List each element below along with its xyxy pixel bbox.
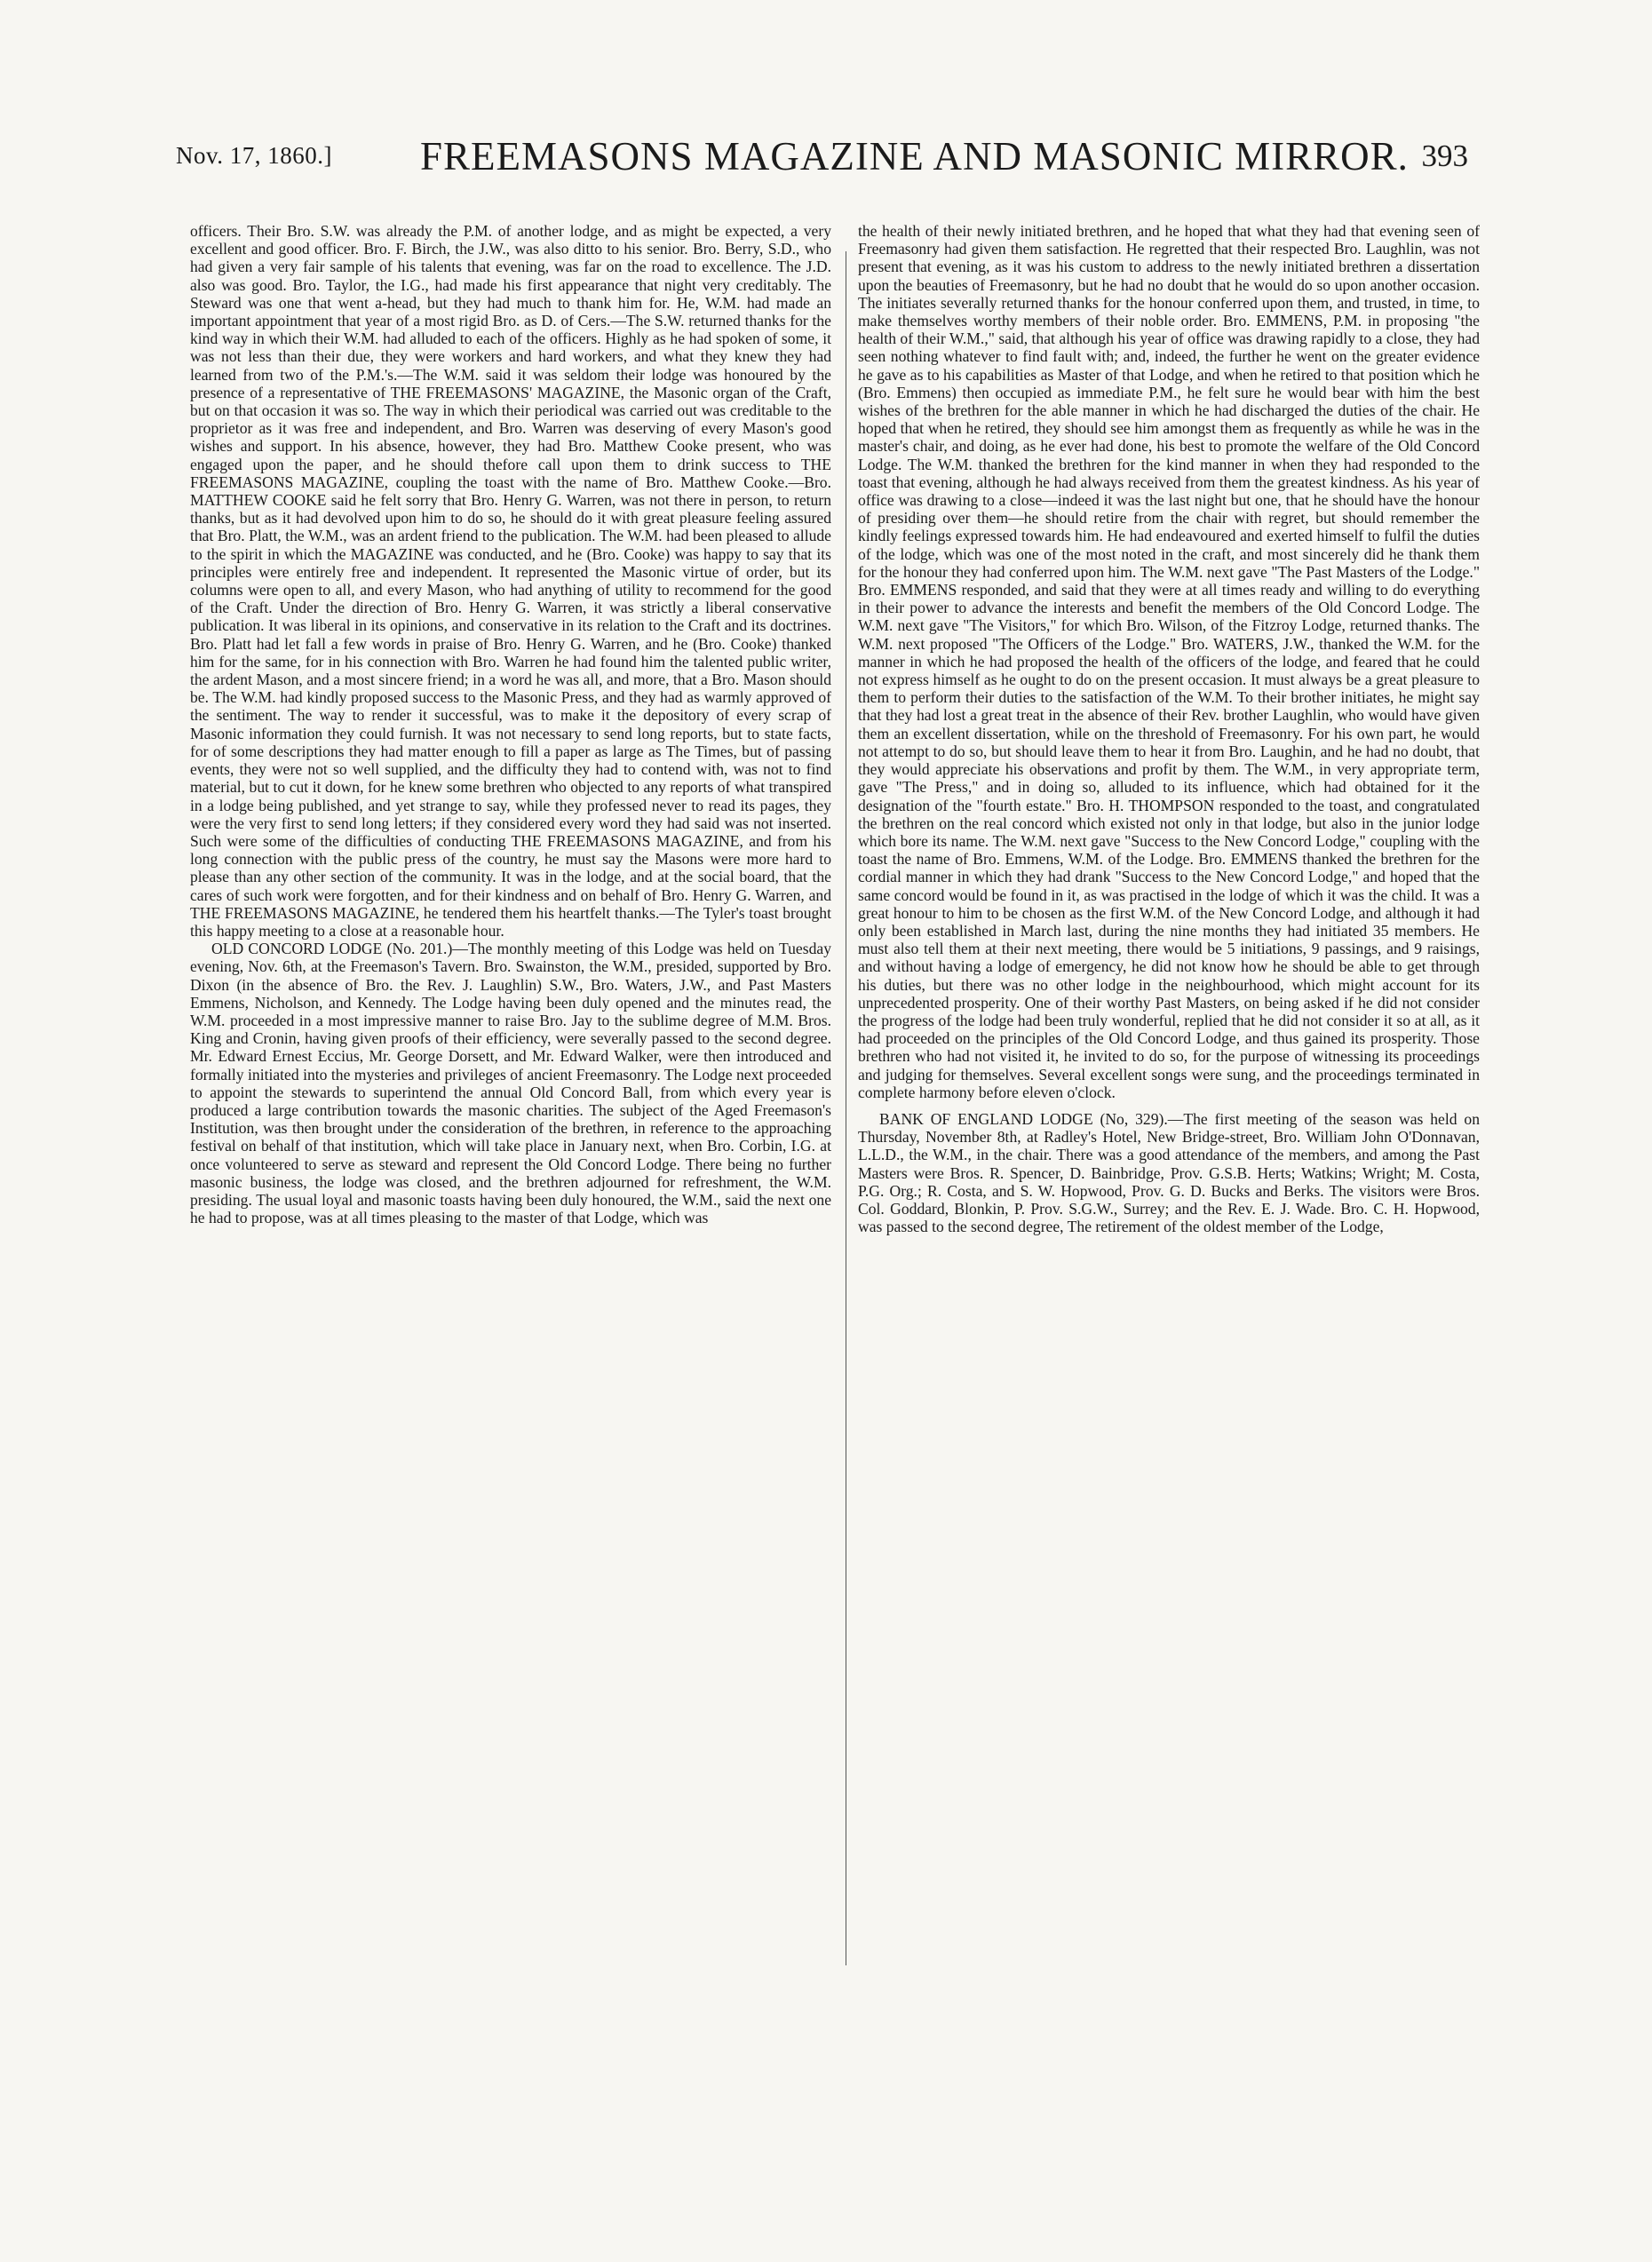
article-paragraph: the health of their newly initiated brethren, and he hoped that what they had that evening seen of Freemasonry had given them satisfaction. He regretted that their respected Bro. Laughlin, was not present that evening, as it was his custom to address to the newly initiated brethren a dissertation upon the beauties of Freemasonry, but he had no doubt that he would do so upon another occasion. The initiates severally returned thanks for the honour conferred upon them, and trusted, in time, to make themselves worthy members of their noble order. Bro. EMMENS, P.M. in proposing "the health of their W.M.," said, that although his year of office was drawing rapidly to a close, they had seen nothing whatever to find fault with; and, indeed, the further he went on the greater evidence he gave as to his capabilities as Master of that Lodge, and when he retired to that position which he (Bro. Emmens) then occupied as immediate P.M., he felt sure he would bear with him the best wishes of the brethren for the able manner in which he had discharged the duties of the chair. He hoped that when he retired, they should see him amongst them as frequently as while he was in the master's chair, and doing, as he ever had done, his best to promote the welfare of the Old Concord Lodge. The W.M. thanked the brethren for the kind manner in when they had responded to the toast that evening, although he had always received from them the greatest kindness. As his year of office was drawing to a close—indeed it was the last night but one, that he should have the honour of presiding over them—he should retire from the chair with regret, but should remember the kindly feelings expressed towards him. He had endeavoured and exerted himself to fulfil the duties of the lodge, which was one of the most noted in the craft, and most sincerely did he thank them for the honour they had conferred upon him. The W.M. next gave "The Past Masters of the Lodge." Bro. EMMENS responded, and said that they were at all times ready and willing to do everything in their power to advance the interests and benefit the members of the Old Concord Lodge. The W.M. next gave "The Visitors," for which Bro. Wilson, of the Fitzroy Lodge, returned thanks. The W.M. next proposed "The Officers of the Lodge." Bro. WATERS, J.W., thanked the W.M. for the manner in which he had proposed the health of the officers of the lodge, and feared that he could not express himself as he ought to do on the present occasion. It must always be a great pleasure to them to perform their duties to the satisfaction of the W.M. To their brother initiates, he might say that they had lost a great treat in the absence of their Rev. brother Laughlin, who would have given them an excellent dissertation, while on the threshold of Freemasonry. For his own part, he would not attempt to do so, but should leave them to hear it from Bro. Laughin, and he had no doubt, that they would appreciate his observations and profit by them. The W.M., in very appropriate term, gave "The Press," and in doing so, alluded to its influence, which had obtained for it the designation of the "fourth estate." Bro. H. THOMPSON responded to the toast, and congratulated the brethren on the real concord which existed not only in that lodge, but also in the junior lodge which bore its name. The W.M. next gave "Success to the New Concord Lodge," coupling with the toast the name of Bro. Emmens, W.M. of the Lodge. Bro. EMMENS thanked the brethren for the cordial manner in which they had drank "Success to the New Concord Lodge," and hoped that the same concord would be found in it, as was practised in the lodge of which it was the child. It was a great honour to him to be chosen as the first W.M. of the New Concord Lodge, and although it had only been established in March last, during the nine months they had initiated 35 members. He must also tell them at their next meeting, there would be 5 initiations, 9 passings, and 9 raisings, and without having a lodge of emergency, he did not know how he should be able to get through his duties, but there was no other lodge in the neighbourhood, which might account for its unprecedented prosperity. One of their worthy Past Masters, on being asked if he did not consider the progress of the lodge had been truly wonderful, replied that he did not consider it so at all, as it had proceeded on the principles of the Old Concord Lodge, and thus gained its prosperity. Those brethren who had not visited it, he invited to do so, for the purpose of witnessing its proceedings and judging for themselves. Several excellent songs were sung, and the proceedings terminated in complete harmony before eleven o'clock. — [858, 222, 1480, 1101]
issue-date: Nov. 17, 1860.] — [176, 142, 332, 169]
page-header — [176, 133, 1468, 195]
article-paragraph-old-concord-lodge: OLD CONCORD LODGE (No. 201.)—The monthly meeting of this Lodge was held on Tuesday evening, Nov. 6th, at the Freemason's Tavern. Bro. Swainston, the W.M., presided, supported by Bro. Dixon (in the absence of Bro. the Rev. J. Laughlin) S.W., Bro. Waters, J.W., and Past Masters Emmens, Nicholson, and Kennedy. The Lodge having been duly opened and the minutes read, the W.M. proceeded in a most impressive manner to raise Bro. Jay to the sublime degree of M.M. Bros. King and Cronin, having given proofs of their efficiency, were severally passed to the second degree. Mr. Edward Ernest Eccius, Mr. George Dorsett, and Mr. Edward Walker, were then introduced and formally initiated into the mysteries and privileges of ancient Freemasonry. The Lodge next proceeded to appoint the stewards to superintend the annual Old Concord Ball, from which every year is produced a large contribution towards the masonic charities. The subject of the Aged Freemason's Institution, was then brought under the consideration of the brethren, in reference to the approaching festival on behalf of that institution, which will take place in January next, when Bro. Corbin, I.G. at once volunteered to serve as steward and represent the Old Concord Lodge. There being no further masonic business, the lodge was closed, and the brethren adjourned for refreshment, the W.M. presiding. The usual loyal and masonic toasts having been duly honoured, the W.M., said the next one he had to propose, was at all times pleasing to the master of that Lodge, which was — [190, 940, 831, 1227]
publication-title: FREEMASONS MAGAZINE AND MASONIC MIRROR. — [420, 134, 1409, 179]
page-number: 393 — [1421, 139, 1468, 173]
right-column — [858, 222, 1480, 1235]
left-column — [190, 222, 831, 1226]
article-paragraph: officers. Their Bro. S.W. was already the P.M. of another lodge, and as might be expected, a very excellent and good officer. Bro. F. Birch, the J.W., was also ditto to his senior. Bro. Berry, S.D., who had given a very fair sample of his talents that evening, was far on the road to excellence. The J.D. also was good. Bro. Taylor, the I.G., had made his first appearance that night very creditably. The Steward was one that went a-head, but they had much to thank him for. He, W.M. had made an important appointment that year of a most rigid Bro. as D. of Cers.—The S.W. returned thanks for the kind way in which their W.M. had alluded to each of the officers. Highly as he had spoken of some, it was not less than their due, they were workers and hard workers, and what they knew they had learned from two of the P.M.'s.—The W.M. said it was seldom their lodge was honoured by the presence of a representative of THE FREEMASONS' MAGAZINE, the Masonic organ of the Craft, but on that occasion it was so. The way in which their periodical was carried out was creditable to the proprietor as it was free and independent, and Bro. Warren was deserving of every Mason's good wishes and support. In his absence, however, they had Bro. Matthew Cooke present, who was engaged upon the paper, and he should thefore call upon them to drink success to THE FREEMASONS MAGAZINE, coupling the toast with the name of Bro. Matthew Cooke.—Bro. MATTHEW COOKE said he felt sorry that Bro. Henry G. Warren, was not there in person, to return thanks, but as it had devolved upon him to do so, he should do it with great pleasure feeling assured that Bro. Platt, the W.M., was an ardent friend to the publication. The W.M. had been pleased to allude to the spirit in which the MAGAZINE was conducted, and he (Bro. Cooke) was happy to say that its principles were entirely free and independent. It represented the Masonic virtue of order, but its columns were open to all, and every Mason, who had anything of utility to recommend for the good of the Craft. Under the direction of Bro. Henry G. Warren, it was strictly a liberal conservative publication. It was liberal in its opinions, and conservative in its relation to the Craft and its doctrines. Bro. Platt had let fall a few words in praise of Bro. Henry G. Warren, and he (Bro. Cooke) thanked him for the same, for in his connection with Bro. Warren he had found him the talented public writer, the ardent Mason, and a most sincere friend; in a word he was all, and more, that a Bro. Mason should be. The W.M. had kindly proposed success to the Masonic Press, and they had as warmly approved of the sentiment. The way to render it successful, was to make it the depository of every scrap of Masonic information they could furnish. It was not necessary to send long reports, but to state facts, for of some descriptions they had matter enough to fill a paper as large as The Times, but of passing events, they were not so well supplied, and the difficulty they had to contend with, was not to find material, but to cut it down, for he knew some brethren who objected to any reports of what transpired in a lodge being published, and yet strange to say, while they professed never to read its pages, they were the very first to send long letters; if they considered every word they had said was not inserted. Such were some of the difficulties of conducting THE FREEMASONS MAGAZINE, and from his long connection with the public press of the country, he must say the Masons were more hard to please than any other section of the community. It was in the lodge, and at the social board, that the cares of such work were forgotten, and for their kindness and on behalf of Bro. Henry G. Warren, and THE FREEMASONS MAGAZINE, he tendered them his heartfelt thanks.—The Tyler's toast brought this happy meeting to a close at a reasonable hour. — [190, 222, 831, 940]
article-paragraph-bank-of-england-lodge: BANK OF ENGLAND LODGE (No, 329).—The first meeting of the season was held on Thursday, November 8th, at Radley's Hotel, New Bridge-street, Bro. William John O'Donnavan, L.L.D., the W.M., in the chair. There was a good attendance of the members, and among the Past Masters were Bros. R. Spencer, D. Bainbridge, Prov. G.S.B. Herts; Watkins; Wright; M. Costa, P.G. Org.; R. Costa, and S. W. Hopwood, Prov. G. D. Bucks and Berks. The visitors were Bros. Col. Goddard, Blonkin, P. Prov. S.G.W., Surrey; and the Rev. E. J. Wade. Bro. C. H. Hopwood, was passed to the second degree, The retirement of the oldest member of the Lodge, — [858, 1109, 1480, 1236]
